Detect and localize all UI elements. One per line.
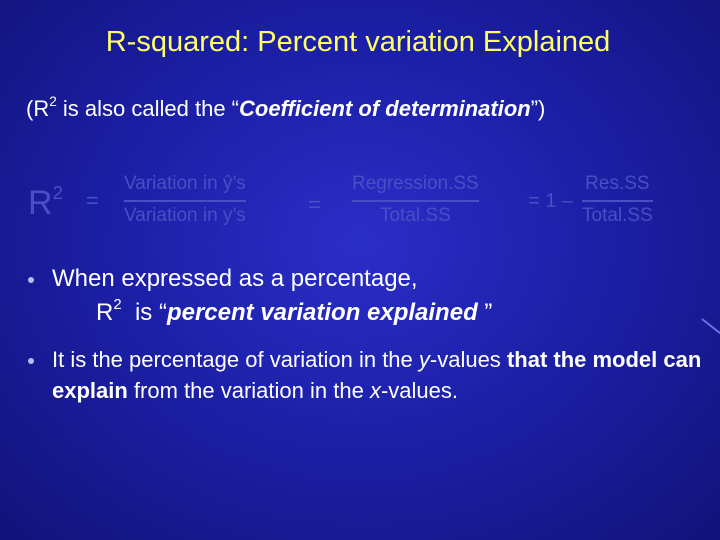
bullet-percentage [28,262,708,330]
fraction-variation [124,173,246,227]
bullet-explain-text-1: It is the percentage of variation in the [52,347,419,372]
slide-title: R-squared: Percent variation Explained [105,26,611,58]
formula-lhs [28,181,63,223]
bullet-explain-y: y [418,347,430,372]
subtitle-open: (R [26,96,50,121]
bullet-r: R [96,299,114,326]
formula-equals-2: = [308,192,321,217]
subtitle [26,93,546,122]
bullet-explain-text-4: -values. [380,378,458,403]
bullet-dot-icon [28,358,34,364]
subtitle-emphasis: Coefficient of determination [239,96,531,121]
r-squared-formula [0,170,720,240]
fraction-variation-numerator: Variation in ŷ’s [124,173,246,194]
bullet-r-sup: 2 [113,296,122,313]
bullet-explain-text-2: -values [429,347,507,372]
bullet-percentage-line1: When expressed as a percentage, [52,265,418,292]
formula-lhs-r: R [28,184,53,222]
subtitle-close: ”) [530,96,546,121]
bullet-explain [28,344,708,406]
formula-equals-1: = [86,188,99,213]
bullet-dot-icon [28,277,34,283]
bullet-explain-x: x [369,378,381,403]
bullet-explain-bold: that the model can explain [52,347,702,403]
subtitle-middle: is also called the “ [56,96,239,121]
fraction-residual-denominator: Total.SS [582,205,653,226]
fraction-regression [352,173,479,227]
fraction-residual-numerator: Res.SS [585,173,650,194]
bullet-percentage-line2 [52,296,708,330]
fraction-regression-numerator: Regression.SS [352,173,479,194]
bullet-explain-text-3: from the variation in the [127,378,370,403]
bullet-emphasis: percent variation explained [166,299,478,326]
bullet-is: is “ [121,299,167,326]
fraction-regression-denominator: Total.SS [379,205,451,226]
formula-one-minus: = 1 – [528,190,574,212]
fraction-variation-denominator: Variation in y’s [124,205,246,226]
fraction-residual [582,173,653,227]
subtitle-superscript: 2 [49,93,57,109]
bullet-close-quote: ” [477,299,493,326]
bullet-list [28,262,708,406]
formula-lhs-sup: 2 [52,181,63,203]
